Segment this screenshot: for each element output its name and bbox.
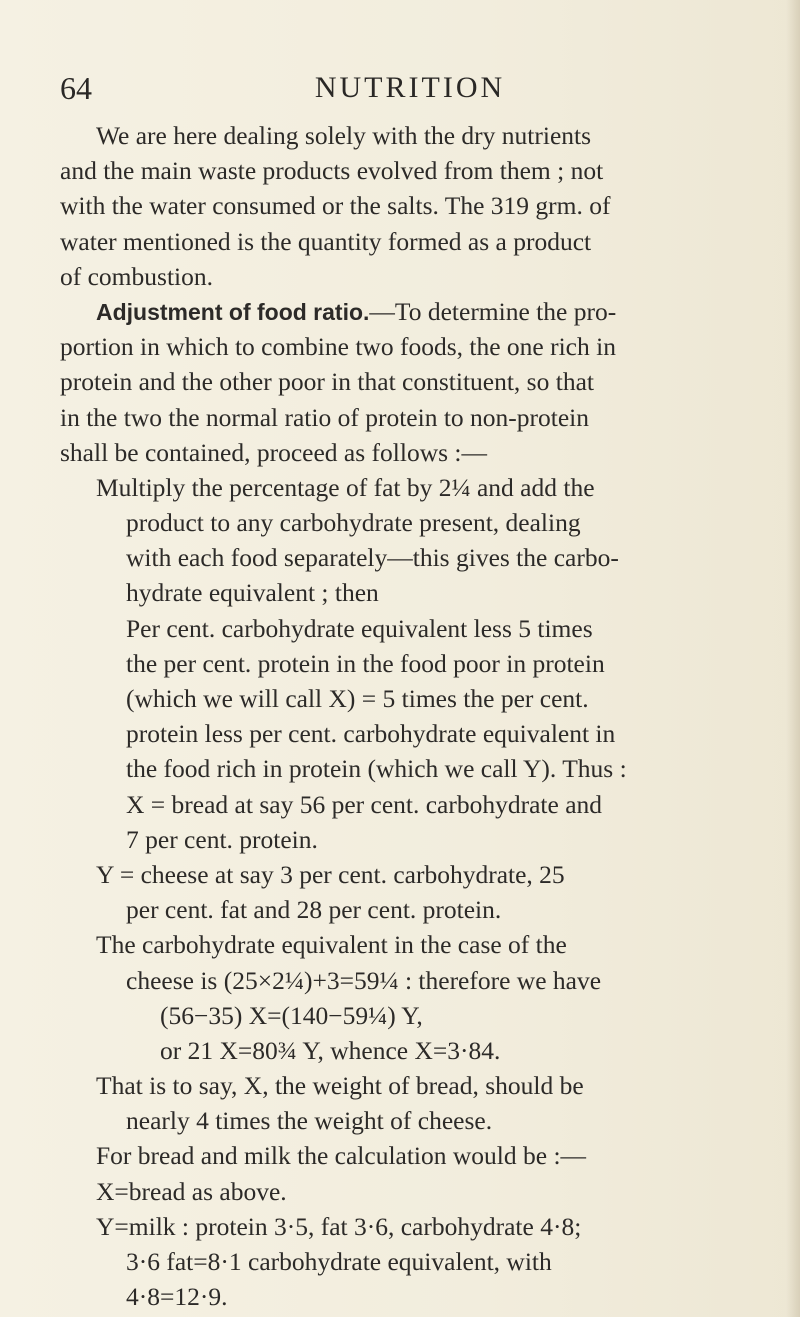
line-text: cheese is (25×2¼)+3=59¼ : therefore we have [126,965,602,995]
line-text: Per cent. carbohydrate equivalent less 5 times [126,613,593,643]
text-line [60,1103,772,1138]
line-text: —To determine the pro- [369,296,617,326]
text-line [60,1209,772,1244]
text-line [60,822,772,857]
line-text: shall be contained, proceed as follows :— [60,437,488,467]
text-line [60,575,772,610]
text-line [60,1138,772,1173]
running-head: NUTRITION [314,71,506,104]
line-text: of combustion. [60,261,213,291]
line-text: with each food separately—this gives the carbo- [126,543,619,573]
line-text: X = bread at say 56 per cent. carbohydrate and [126,789,603,819]
text-line [60,1244,772,1279]
text-line [60,716,772,751]
line-text: 4·8=12·9. [126,1282,228,1312]
text-line [60,963,772,998]
text-line [60,505,772,540]
text-line [60,329,772,364]
text-line [60,611,772,646]
line-text: water mentioned is the quantity formed as a product [60,226,592,256]
text-line [60,400,772,435]
text-line [60,259,772,294]
text-line [60,118,772,153]
line-text: The carbohydrate equivalent in the case of the [96,930,567,960]
page-edge-shadow [786,0,800,1317]
text-line [60,927,772,962]
line-text: nearly 4 times the weight of cheese. [126,1106,493,1136]
page-header [60,66,760,110]
text-line [60,787,772,822]
line-text: Y=milk : protein 3·5, fat 3·6, carbohydrate 4·8; [96,1211,582,1241]
text-line [60,188,772,223]
line-text: in the two the normal ratio of protein to non-protein [60,402,590,432]
line-text: That is to say, X, the weight of bread, should be [96,1071,584,1101]
line-text: (56−35) X=(140−59¼) Y, [160,1000,423,1030]
text-line [60,681,772,716]
text-line [60,751,772,786]
text-line [60,1033,772,1068]
text-line [60,857,772,892]
line-text: Y = cheese at say 3 per cent. carbohydrate, 25 [96,859,565,889]
text-line [60,224,772,259]
text-line [60,540,772,575]
line-text: per cent. fat and 28 per cent. protein. [126,895,502,925]
line-text: the per cent. protein in the food poor in protein [126,648,605,678]
text-line [60,998,772,1033]
line-text: hydrate equivalent ; then [126,578,379,608]
line-text: portion in which to combine two foods, the one rich in [60,332,616,362]
text-line [60,892,772,927]
text-line [60,1068,772,1103]
body-text [60,118,772,1314]
line-text: (which we will call X) = 5 times the per cent. [126,684,589,713]
text-line [60,1279,772,1314]
line-text: X=bread as above. [96,1176,287,1206]
line-text: and the main waste products evolved from them ; not [60,156,604,186]
text-line [60,1174,772,1209]
line-text: with the water consumed or the salts. The 319 grm. of [60,191,611,221]
line-text: or 21 X=80¾ Y, whence X=3·84. [160,1035,501,1065]
line-text: protein less per cent. carbohydrate equivalent in [126,719,616,749]
text-line [60,153,772,188]
line-text: 7 per cent. protein. [126,824,318,854]
line-text: the food rich in protein (which we call Y). Thus : [126,754,627,784]
line-text: product to any carbohydrate present, dealing [126,508,581,538]
line-text: Multiply the percentage of fat by 2¼ and add the [96,472,595,502]
text-line [60,364,772,399]
line-text: 3·6 fat=8·1 carbohydrate equivalent, with [126,1247,552,1276]
text-line [60,435,772,470]
text-line [60,646,772,681]
section-heading: Adjustment of food ratio. [96,298,370,325]
text-line [60,294,772,329]
line-text: We are here dealing solely with the dry nutrients [96,121,592,150]
text-line [60,470,772,505]
line-text: For bread and milk the calculation would be :— [96,1141,587,1171]
line-text: protein and the other poor in that constituent, so that [60,367,594,397]
page-number: 64 [60,70,92,106]
